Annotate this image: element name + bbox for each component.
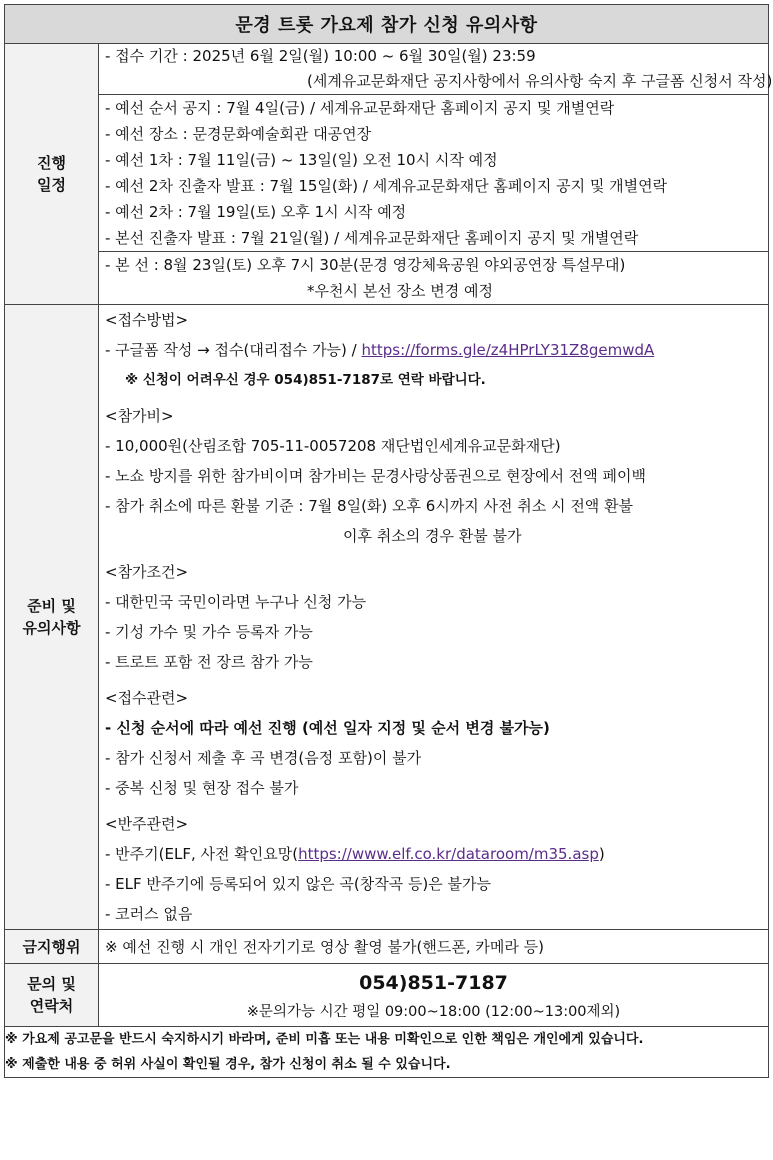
final-schedule xyxy=(99,252,769,305)
condition-item: - 대한민국 국민이라면 누구나 신청 가능 xyxy=(105,593,367,611)
prelim-item: - 예선 장소 : 문경문화예술회관 대공연장 xyxy=(105,125,372,143)
contact-label-line1: 문의 및 xyxy=(27,975,76,993)
contact-label-line2: 연락처 xyxy=(29,997,74,1015)
apply-item-text: - 구글폼 작성 → 접수(대리접수 가능) / xyxy=(105,341,362,359)
prohibited-content xyxy=(99,930,769,964)
notice-document xyxy=(4,4,773,1078)
prep-label xyxy=(5,305,99,930)
apply-item xyxy=(99,335,768,365)
apply-heading: <접수방법> xyxy=(105,311,189,329)
accompaniment-item: - ELF 반주기에 등록되어 있지 않은 곡(창작곡 등)은 불가능 xyxy=(105,875,492,893)
prelim-item: - 예선 순서 공지 : 7월 4일(금) / 세계유교문화재단 홈페이지 공지 및 개별연락 xyxy=(105,99,615,117)
reception-item: - 중복 신청 및 현장 접수 불가 xyxy=(105,779,299,797)
conditions-heading: <참가조건> xyxy=(105,563,189,581)
footnotes xyxy=(5,1027,769,1078)
notice-table xyxy=(4,4,773,1078)
footnote: ※ 제출한 내용 중 허위 사실이 확인될 경우, 참가 신청이 취소 될 수 있습니다. xyxy=(5,1057,451,1072)
apply-note: ※ 신청이 어려우신 경우 054)851-7187로 연락 바랍니다. xyxy=(125,372,486,388)
google-form-link[interactable]: https://forms.gle/z4HPrLY31Z8gemwdA xyxy=(361,341,655,359)
accompaniment-prefix: - 반주기(ELF, 사전 확인요망( xyxy=(105,845,299,863)
prep-content xyxy=(99,305,769,930)
fee-heading: <참가비> xyxy=(105,407,174,425)
reception-item: - 참가 신청서 제출 후 곡 변경(음정 포함)이 불가 xyxy=(105,749,422,767)
condition-item: - 기성 가수 및 가수 등록자 가능 xyxy=(105,623,313,641)
reception-bold-item: - 신청 순서에 따라 예선 진행 (예선 일자 지정 및 순서 변경 불가능) xyxy=(105,719,550,737)
accompaniment-link-item xyxy=(99,839,768,869)
prelim-item: - 본선 진출자 발표 : 7월 21일(월) / 세계유교문화재단 홈페이지 공지 및 개별연락 xyxy=(105,229,639,247)
fee-continuation: 이후 취소의 경우 환불 불가 xyxy=(343,527,522,545)
accompaniment-suffix: ) xyxy=(598,845,605,863)
final-rain-note: *우천시 본선 장소 변경 예정 xyxy=(307,282,493,300)
contact-hours: ※문의가능 시간 평일 09:00~18:00 (12:00~13:00제외) xyxy=(246,1004,621,1020)
prep-label-line1: 준비 및 xyxy=(27,597,76,615)
fee-item: - 참가 취소에 따른 환불 기준 : 7월 8일(화) 오후 6시까지 사전 취소 시 전액 환불 xyxy=(105,497,634,515)
elf-dataroom-link[interactable]: https://www.elf.co.kr/dataroom/m35.asp xyxy=(298,845,599,863)
condition-item: - 트로트 포함 전 장르 참가 가능 xyxy=(105,653,313,671)
page-title: 문경 트롯 가요제 참가 신청 유의사항 xyxy=(5,5,769,44)
prelim-item: - 예선 1차 : 7월 11일(금) ~ 13일(일) 오전 10시 시작 예정 xyxy=(105,151,498,169)
schedule-label xyxy=(5,44,99,305)
application-period xyxy=(99,44,773,95)
fee-item: - 노쇼 방지를 위한 참가비이며 참가비는 문경사랑상품권으로 현장에서 전액 페이백 xyxy=(105,467,646,485)
prohibited-text: ※ 예선 진행 시 개인 전자기기로 영상 촬영 불가(핸드폰, 카메라 등) xyxy=(105,938,544,956)
schedule-label-line2: 일정 xyxy=(37,176,66,194)
contact-label xyxy=(5,964,99,1027)
preliminary-schedule xyxy=(99,95,769,252)
prelim-item: - 예선 2차 : 7월 19일(토) 오후 1시 시작 예정 xyxy=(105,203,407,221)
final-line: - 본 선 : 8월 23일(토) 오후 7시 30분(문경 영강체육공원 야외공연장 특설무대) xyxy=(105,256,626,274)
period-note: (세계유교문화재단 공지사항에서 유의사항 숙지 후 구글폼 신청서 작성) xyxy=(307,72,773,90)
prelim-item: - 예선 2차 진출자 발표 : 7월 15일(화) / 세계유교문화재단 홈페이지 공지 및 개별연락 xyxy=(105,177,668,195)
prep-label-line2: 유의사항 xyxy=(22,619,81,637)
period-line: - 접수 기간 : 2025년 6월 2일(월) 10:00 ~ 6월 30일(월) 23:59 xyxy=(105,47,536,65)
accompaniment-item: - 코러스 없음 xyxy=(105,905,193,923)
footnote: ※ 가요제 공고문을 반드시 숙지하시기 바라며, 준비 미흡 또는 내용 미확인으로 인한 책임은 개인에게 있습니다. xyxy=(5,1032,644,1047)
contact-content xyxy=(99,964,769,1027)
contact-phone: 054)851-7187 xyxy=(359,972,508,994)
accompaniment-heading: <반주관련> xyxy=(105,815,189,833)
prohibited-label: 금지행위 xyxy=(5,930,99,964)
schedule-label-line1: 진행 xyxy=(37,154,66,172)
reception-heading: <접수관련> xyxy=(105,689,189,707)
fee-item: - 10,000원(산림조합 705-11-0057208 재단법인세계유교문화재단) xyxy=(105,437,561,455)
